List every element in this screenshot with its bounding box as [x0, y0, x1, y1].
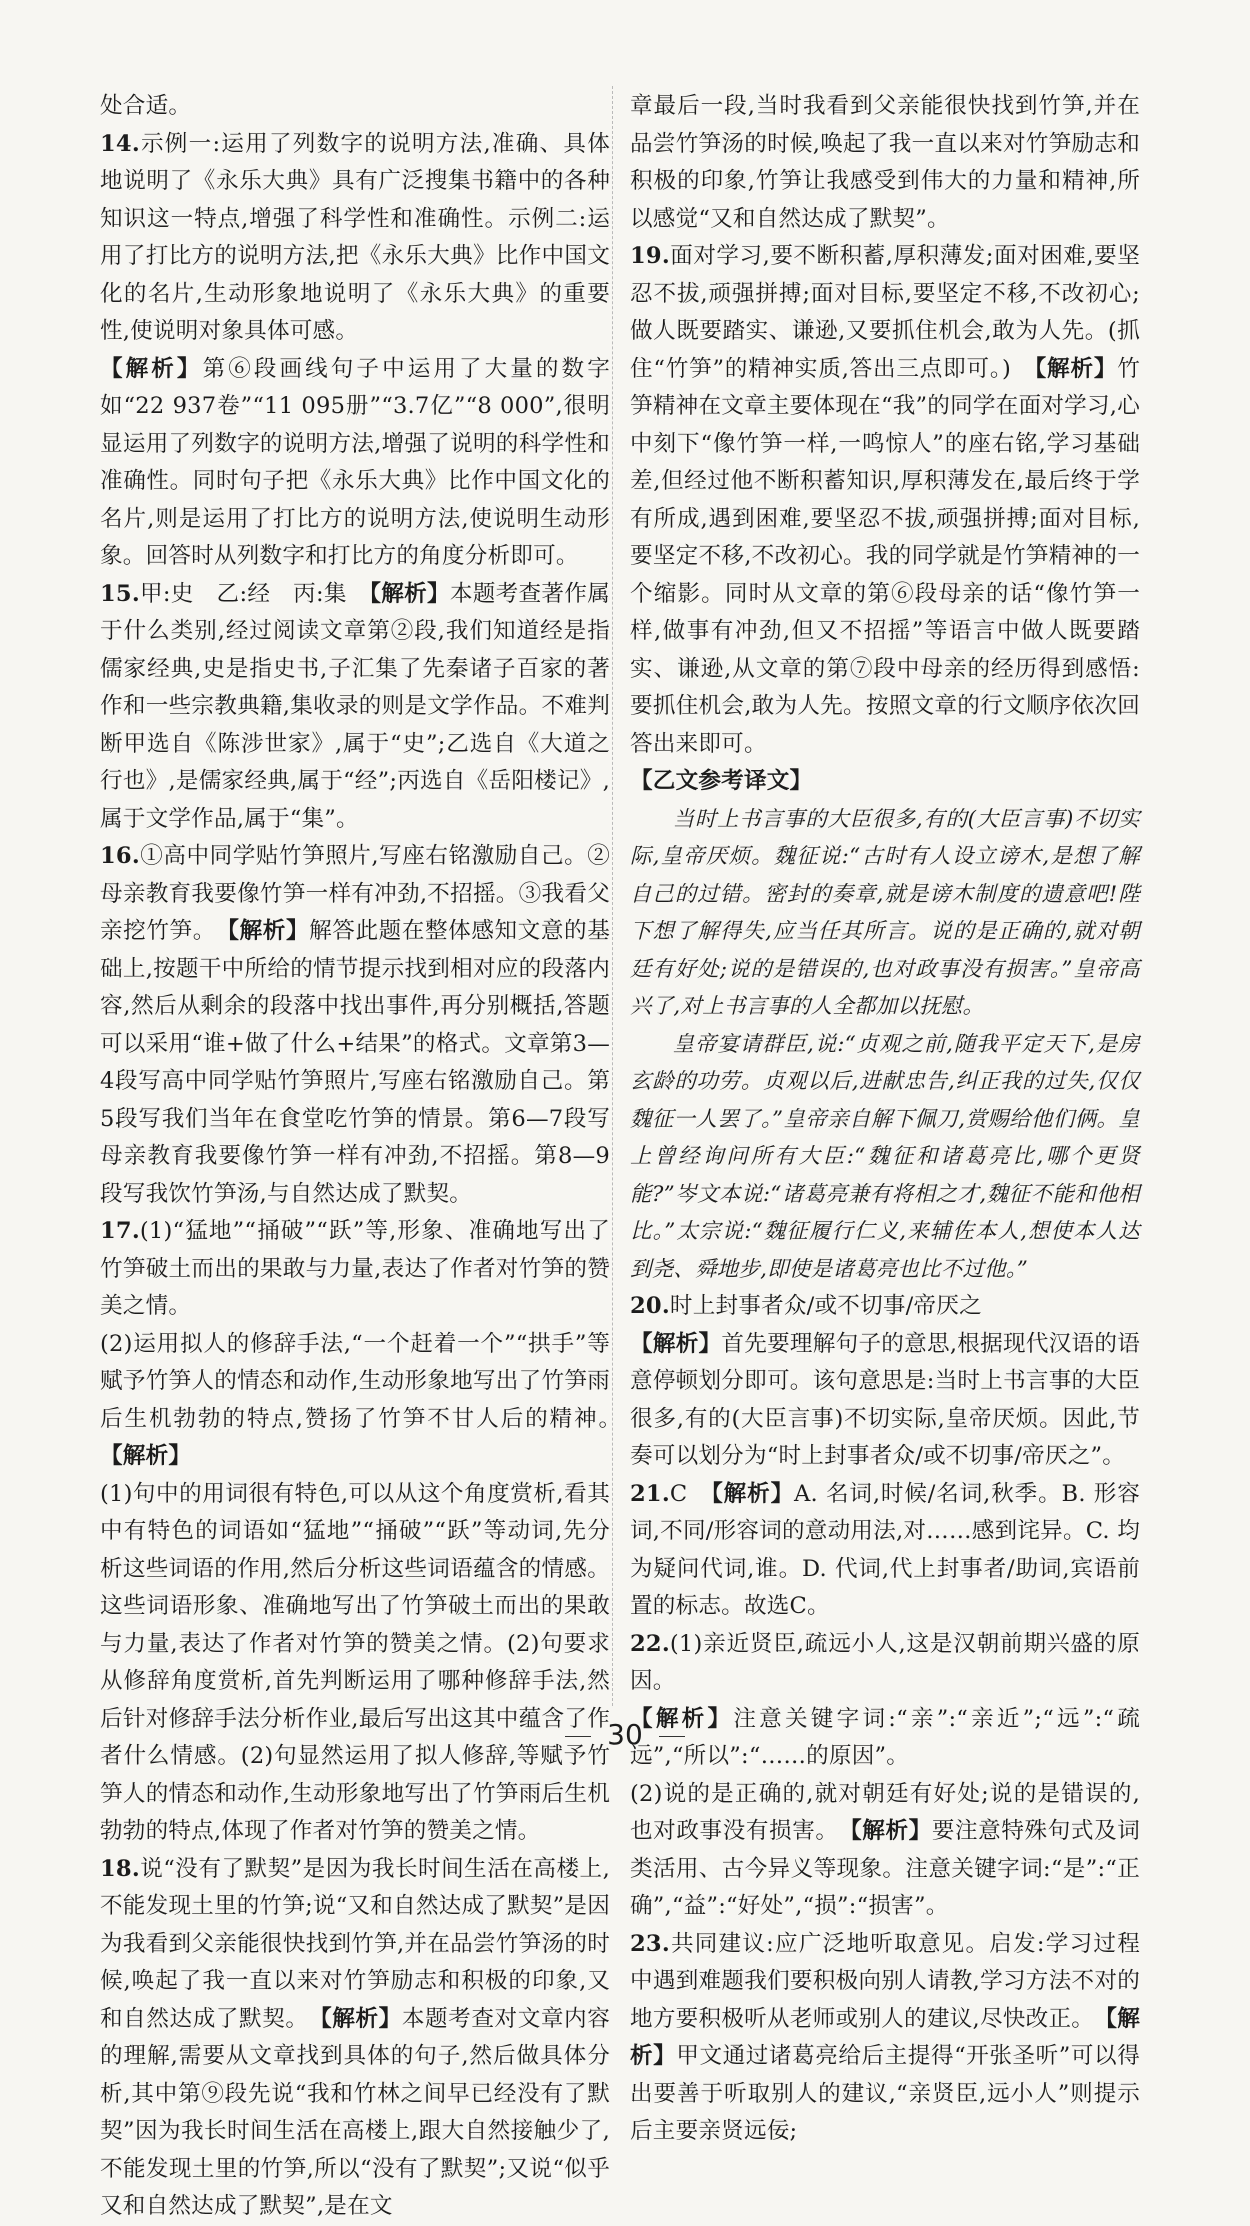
answer-text: C [669, 1480, 712, 1507]
answer-text: 说“没有了默契”是因为我长时间生活在高楼上,不能发现土里的竹笋;说“又和自然达成了默契”是因为我看到父亲能很快找到竹笋,并在品尝竹笋汤的时候,唤起了我一直以来对竹笋励志和积极的印象,又和自然达成了默契。 [100, 1855, 610, 2032]
answer-text: (1)“猛地”“捅破”“跃”等,形象、准确地写出了竹笋破土而出的果敢与力量,表达了作者对竹笋的赞美之情。 [100, 1218, 610, 1319]
analysis-tag: 【解析】 [630, 2005, 1140, 2069]
analysis-text: 注意关键字词:“亲”:“亲近”;“远”:“疏远”,“所以”:“……的原因”。 [630, 1705, 1140, 1769]
analysis-tag: 【乙文参考译文】 [630, 768, 813, 794]
answer-paragraph [630, 88, 1140, 238]
question-number: 16. [100, 843, 140, 869]
answer-paragraph [630, 1288, 1140, 1326]
answer-text: 处合适。 [100, 93, 192, 119]
answer-paragraph [100, 88, 610, 126]
answer-text: ①高中同学贴竹笋照片,写座右铭激励自己。②母亲教育我要像竹笋一样有冲劲,不招摇。③我看父亲挖竹笋。 [100, 843, 610, 944]
answer-text: 皇帝宴请群臣,说:“贞观之前,随我平定天下,是房玄龄的功劳。贞观以后,进献忠告,纠正我的过失,仅仅魏征一人罢了。”皇帝亲自解下佩刀,赏赐给他们俩。皇上曾经询问所有大臣:“魏征和诸葛亮比,哪个更贤能?”岑文本说:“诸葛亮兼有将相之才,魏征不能和他相比。”太宗说:“魏征履行仁义,来辅佐本人,想使本人达到尧、舜地步,即使是诸葛亮也比不过他。” [630, 1031, 1140, 1282]
answer-paragraph [100, 576, 610, 839]
analysis-text: 本题考查对文章内容的理解,需要从文章找到具体的句子,然后做具体分析,其中第⑨段先说“我和竹林之间早已经没有了默契”因为我长时间生活在高楼上,跟大自然接触少了,不能发现土里的竹笋,所以“没有了默契”;又说“似乎又和自然达成了默契”,是在文 [100, 2005, 611, 2219]
analysis-text: 竹笋精神在文章主要体现在“我”的同学在面对学习,心中刻下“像竹笋一样,一鸣惊人”的座右铭,学习基础差,但经过他不断积蓄知识,厚积薄发在,最后终于学有所成,遇到困难,要坚忍不拔,顽强拼搏;面对目标,要坚定不移,不改初心。我的同学就是竹笋精神的一个缩影。同时从文章的第⑥段母亲的话“像竹笋一样,做事有冲劲,但又不招摇”等语言中做人既要踏实、谦逊,从文章的第⑦段中母亲的经历得到感悟:要抓住机会,敢为人先。按照文章的行文顺序依次回答出来即可。 [630, 355, 1140, 757]
answer-paragraph [100, 351, 610, 576]
analysis-text: 解答此题在整体感知文意的基础上,按题干中所给的情节提示找到相对应的段落内容,然后从剩余的段落中找出事件,再分别概括,答题可以采用“谁+做了什么+结果”的格式。文章第3—4段写高中同学贴竹笋照片,写座右铭激励自己。第5段写我们当年在食堂吃竹笋的情景。第6—7段写母亲教育我要像竹笋一样有冲劲,不招摇。第8—9段写我饮竹笋汤,与自然达成了默契。 [100, 918, 610, 1207]
analysis-tag: 【解析】 [850, 1818, 932, 1844]
page-number: 30 [607, 1718, 643, 1751]
analysis-text: 第⑥段画线句子中运用了大量的数字如“22 937卷”“11 095册”“3.7亿”“8 000”,很明显运用了列数字的说明方法,增强了说明的科学性和准确性。同时句子把《永乐大典》比作中国文化的名片,则是运用了打比方的说明方法,使说明生动形象。回答时从列数字和打比方的角度分析即可。 [100, 355, 610, 569]
analysis-tag: 【解析】 [1034, 355, 1118, 382]
question-number: 18. [100, 1855, 140, 1882]
analysis-tag: 【解析】 [369, 580, 450, 607]
question-number: 20. [630, 1293, 670, 1319]
question-number: 19. [630, 243, 670, 269]
analysis-tag: 【解析】 [227, 918, 310, 944]
analysis-tag: 【解析】 [100, 1443, 192, 1469]
analysis-text: A. 名词,时候/名词,秋季。B. 形容词,不同/形容词的意动用法,对……感到诧异。C. 均为疑问代词,谁。D. 代词,代上封事者/助词,宾语前置的标志。故选C。 [630, 1480, 1141, 1619]
analysis-tag: 【解析】 [630, 1330, 722, 1357]
analysis-text: 要注意特殊句式及词类活用、古今异义等现象。注意关键字词:“是”:“正确”,“益”:“好处”,“损”:“损害”。 [630, 1818, 1141, 1919]
right-column [630, 88, 1140, 2151]
answer-text: 共同建议:应广泛地听取意见。启发:学习过程中遇到难题我们要积极向别人请教,学习方法不对的地方要积极听从老师或别人的建议,尽快改正。 [630, 1930, 1140, 2032]
question-number: 22. [630, 1630, 670, 1657]
page-footer [0, 1718, 1250, 1751]
footer-dash-left [565, 1736, 591, 1737]
analysis-tag: 【解析】 [320, 2005, 402, 2032]
answer-text: 甲:史 乙:经 丙:集 [139, 580, 370, 607]
answer-paragraph [630, 1776, 1140, 1926]
question-number: 21. [630, 1480, 670, 1507]
answer-text: 当时上书言事的大臣很多,有的(大臣言事)不切实际,皇帝厌烦。魏征说:“古时有人设立谤木,是想了解自己的过错。密封的奏章,就是谤木制度的遗意吧!陛下想了解得失,应当任其所言。说的是正确的,就对朝廷有好处;说的是错误的,也对政事没有损害。”皇帝高兴了,对上书言事的人全都加以抚慰。 [630, 806, 1140, 1019]
question-number: 23. [630, 1930, 670, 1957]
analysis-text: 本题考查著作属于什么类别,经过阅读文章第②段,我们知道经是指儒家经典,史是指史书,子汇集了先秦诸子百家的著作和一些宗教典籍,集收录的则是文学作品。不难判断甲选自《陈涉世家》,属于“史”;乙选自《大道之行也》,是儒家经典,属于“经”;丙选自《岳阳楼记》,属于文学作品,属于“集”。 [100, 580, 610, 832]
answer-text: (1)亲近贤臣,疏远小人,这是汉朝前期兴盛的原因。 [630, 1630, 1140, 1694]
answer-paragraph [630, 238, 1140, 763]
translation-paragraph [630, 1026, 1140, 1289]
answer-paragraph [630, 1476, 1140, 1626]
translation-paragraph [630, 801, 1140, 1026]
answer-text: 时上封事者众/或不切事/帝厌之 [669, 1293, 982, 1319]
analysis-text: 首先要理解句子的意思,根据现代汉语的语意停顿划分即可。该句意思是:当时上书言事的大臣很多,有的(大臣言事)不切实际,皇帝厌烦。因此,节奏可以划分为“时上封事者众/或不切事/帝厌之”。 [630, 1330, 1140, 1469]
analysis-text: 甲文通过诸葛亮给后主提得“开张圣听”可以得出要善于听取别人的建议,“亲贤臣,远小人”则提示后主要亲贤远佞; [630, 2043, 1140, 2144]
column-divider [612, 86, 613, 1706]
answer-paragraph [100, 1851, 610, 2226]
answer-paragraph [630, 1326, 1140, 1476]
analysis-tag: 【解析】 [711, 1480, 795, 1507]
analysis-tag: 【解析】 [100, 355, 203, 382]
answer-paragraph [100, 1476, 610, 1851]
answer-text: 章最后一段,当时我看到父亲能很快找到竹笋,并在品尝竹笋汤的时候,唤起了我一直以来对竹笋励志和积极的印象,竹笋让我感受到伟大的力量和精神,所以感觉“又和自然达成了默契”。 [630, 93, 1140, 232]
answer-paragraph [630, 763, 1140, 801]
answer-paragraph [100, 126, 610, 351]
answer-text: (1)句中的用词很有特色,可以从这个角度赏析,看其中有特色的词语如“猛地”“捅破”“跃”等动词,先分析这些词语的作用,然后分析这些词语蕴含的情感。这些词语形象、准确地写出了竹笋破土而出的果敢与力量,表达了作者对竹笋的赞美之情。(2)句要求从修辞角度赏析,首先判断运用了哪种修辞手法,然后针对修辞手法分析作业,最后写出这其中蕴含了作者什么情感。(2)句显然运用了拟人修辞,等赋予竹笋人的情态和动作,生动形象地写出了竹笋雨后生机勃勃的特点,体现了作者对竹笋的赞美之情。 [100, 1480, 610, 1844]
answer-paragraph [100, 1213, 610, 1326]
answer-text: (2)说的是正确的,就对朝廷有好处;说的是错误的,也对政事没有损害。 [630, 1780, 1140, 1844]
question-number: 17. [100, 1218, 140, 1244]
footer-dash-right [659, 1736, 685, 1737]
answer-text: (2)运用拟人的修辞手法,“一个赶着一个”“拱手”等赋予竹笋人的情态和动作,生动形象地写出了竹笋雨后生机勃勃的特点,赞扬了竹笋不甘人后的精神。 [100, 1330, 633, 1432]
answer-paragraph [100, 838, 610, 1213]
answer-text: 面对学习,要不断积蓄,厚积薄发;面对困难,要坚忍不拔,顽强拼搏;面对目标,要坚定不移,不改初心;做人既要踏实、谦逊,又要抓住机会,敢为人先。(抓住“竹笋”的精神实质,答出三点即可。) [630, 243, 1140, 382]
answer-paragraph [630, 1926, 1140, 2151]
answer-text: 示例一:运用了列数字的说明方法,准确、具体地说明了《永乐大典》具有广泛搜集书籍中的各种知识这一特点,增强了科学性和准确性。示例二:运用了打比方的说明方法,把《永乐大典》比作中国文化的名片,生动形象地说明了《永乐大典》的重要性,使说明对象具体可感。 [100, 130, 610, 344]
question-number: 14. [100, 130, 140, 157]
answer-paragraph [100, 1326, 633, 1476]
question-number: 15. [100, 580, 140, 607]
analysis-tag: 【解析】 [630, 1705, 734, 1732]
answer-paragraph [630, 1626, 1140, 1701]
